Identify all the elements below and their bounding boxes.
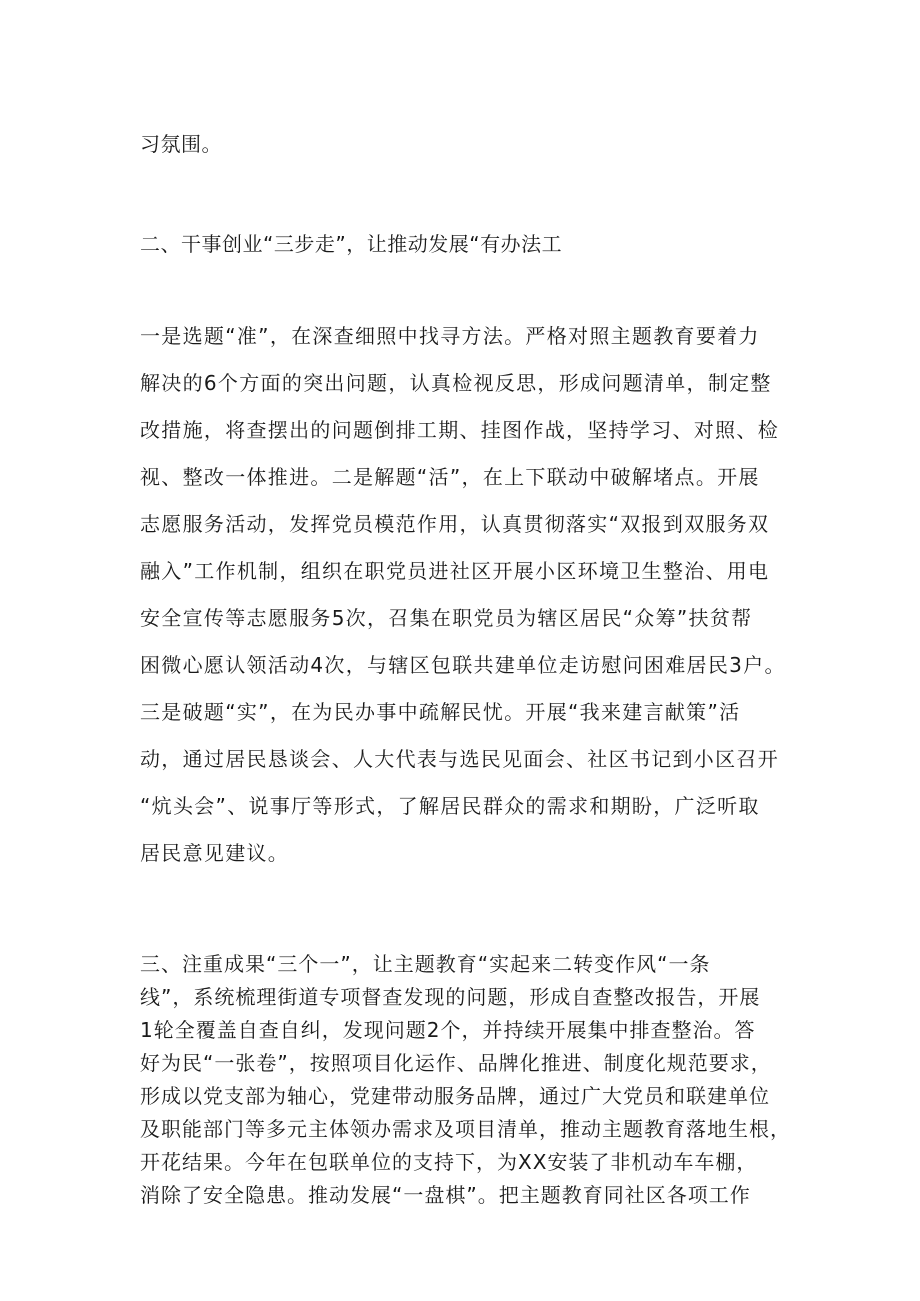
section-three-line: 三、注重成果“三个一”，让主题教育“实起来二转变作风“一条 — [140, 952, 711, 976]
section-three-line: 1轮全覆盖自查自纠，发现问题2个，并持续开展集中排查整治。答 — [140, 1018, 756, 1042]
section-three-line: 线”，系统梳理街道专项督查发现的问题，形成自查整改报告，开展 — [140, 985, 761, 1009]
section-two-line: 三是破题“实”，在为民办事中疏解民忧。开展“我来建言献策”活 — [140, 700, 741, 724]
section-two-line: 改措施，将查摆出的问题倒排工期、挂图作战，坚持学习、对照、检 — [140, 418, 779, 442]
section-two-line: 安全宣传等志愿服务5次，召集在职党员为辖区居民“众筹”扶贫帮 — [140, 606, 753, 630]
section-heading-two: 二、干事创业“三步走”，让推动发展“有办法工 — [140, 232, 563, 256]
section-two-line: 居民意见建议。 — [140, 841, 290, 865]
section-two-line: 解决的6个方面的突出问题，认真检视反思，形成问题清单，制定整 — [140, 371, 772, 395]
section-three-line: 消除了安全隐患。推动发展“一盘棋”。把主题教育同社区各项工作 — [140, 1183, 751, 1207]
section-two-line: “炕头会”、说事厅等形式，了解居民群众的需求和期盼，广泛听取 — [140, 794, 760, 818]
section-two-line: 志愿服务活动，发挥党员模范作用，认真贯彻落实“双报到双服务双 — [140, 512, 770, 536]
section-two-line: 融入”工作机制，组织在职党员进社区开展小区环境卫生整治、用电 — [140, 559, 770, 583]
section-two-line: 动，通过居民恳谈会、人大代表与选民见面会、社区书记到小区召开 — [140, 747, 779, 771]
section-two-line: 困微心愿认领活动4次，与辖区包联共建单位走访慰问困难居民3户。 — [140, 653, 786, 677]
paragraph-tail: 习氛围。 — [140, 132, 222, 156]
section-three-line: 开花结果。今年在包联单位的支持下，为XX安装了非机动车车棚， — [140, 1150, 758, 1174]
section-three-line: 好为民“一张卷”，按照项目化运作、品牌化推进、制度化规范要求， — [140, 1051, 772, 1075]
section-two-line: 一是选题“准”，在深查细照中找寻方法。严格对照主题教育要着力 — [140, 324, 760, 348]
section-three-line: 形成以党支部为轴心，党建带动服务品牌，通过广大党员和联建单位 — [140, 1084, 770, 1108]
section-two-line: 视、整改一体推进。二是解题“活”，在上下联动中破解堵点。开展 — [140, 465, 760, 489]
section-three-line: 及职能部门等多元主体领办需求及项目清单，推动主题教育落地生根， — [140, 1117, 791, 1141]
